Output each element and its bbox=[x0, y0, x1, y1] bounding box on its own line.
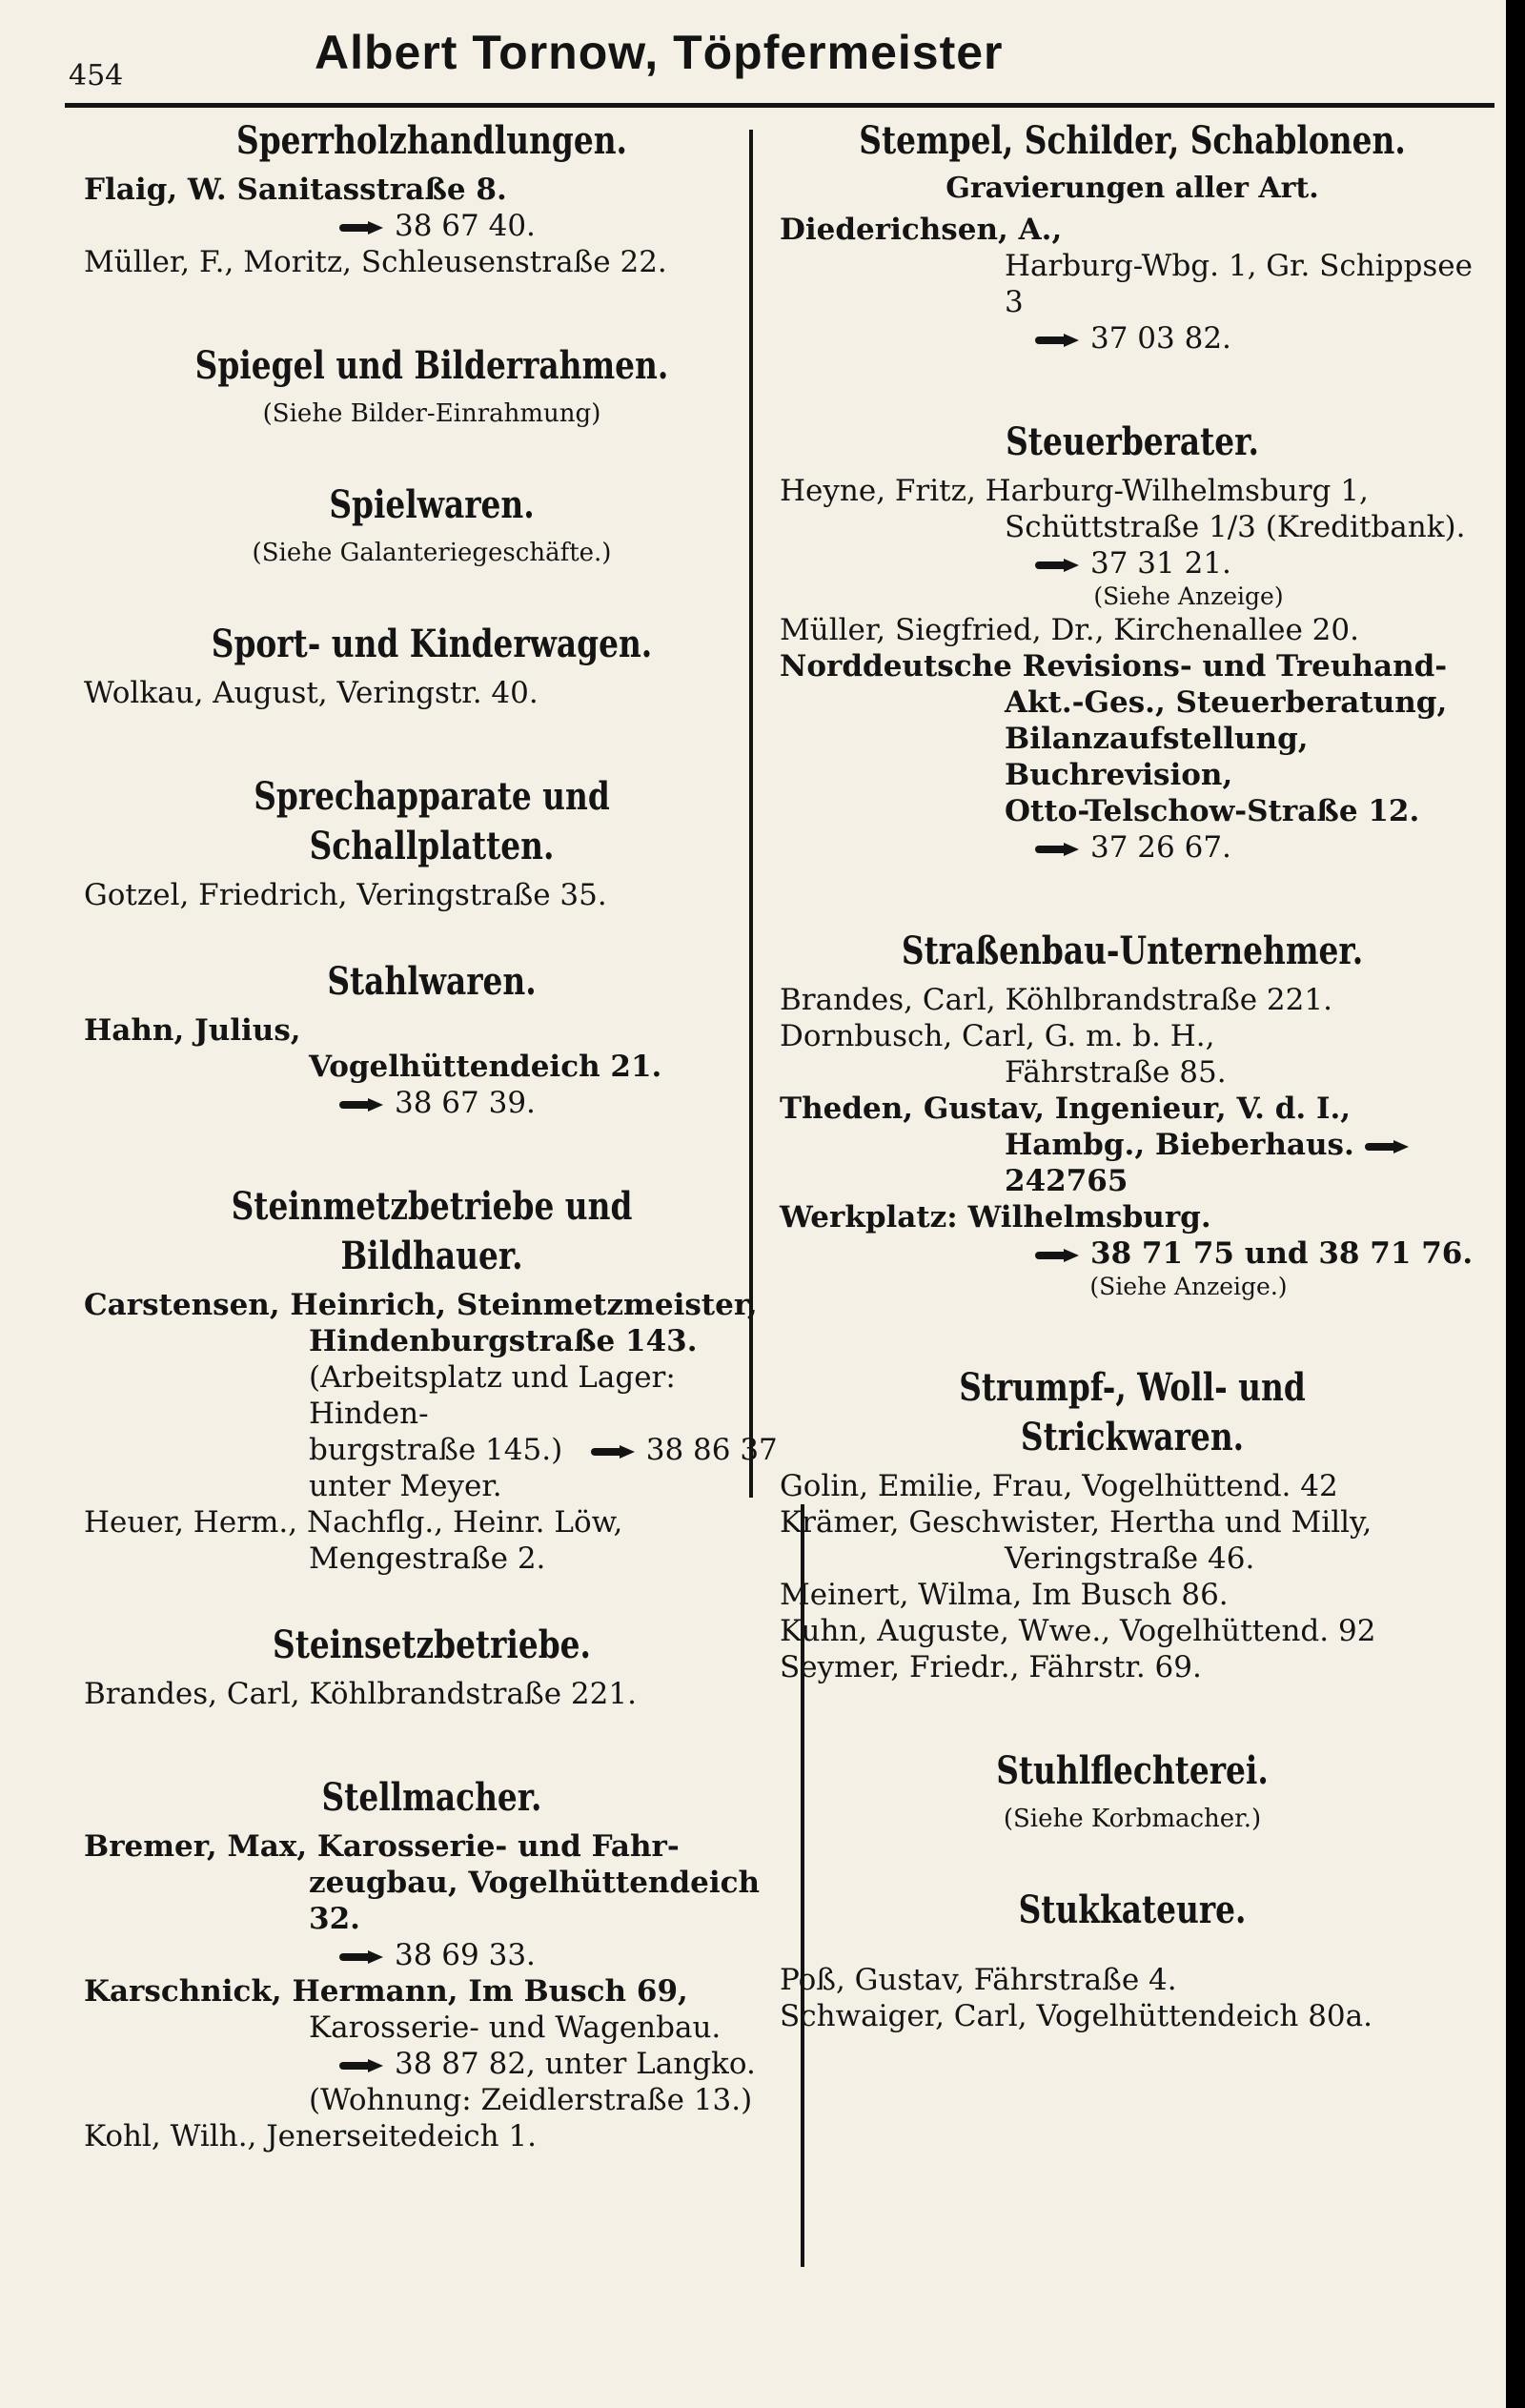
entry-kraemer: Krämer, Geschwister, Hertha und Milly, Veringstraße 46. bbox=[780, 1505, 1372, 1576]
entry-flaig: Flaig, W. Sanitasstraße 8. 38 67 40. bbox=[84, 173, 536, 243]
section-stahlwaren bbox=[84, 957, 780, 1121]
entry-hahn: Hahn, Julius, Vogelhüttendeich 21. 38 67 39. bbox=[84, 1013, 662, 1120]
telephone-icon bbox=[1035, 334, 1081, 347]
entry-golin: Golin, Emilie, Frau, Vogelhüttend. 42 bbox=[780, 1469, 1338, 1503]
telephone-icon bbox=[1365, 1140, 1411, 1153]
entry-brandes-strassenbau: Brandes, Carl, Köhlbrandstraße 221. bbox=[780, 983, 1332, 1017]
section-heading: Sport- und Kinderwagen. bbox=[211, 622, 653, 666]
see-also-note: (Siehe Galanteriegeschäfte.) bbox=[252, 539, 612, 567]
telephone-icon bbox=[339, 1098, 385, 1112]
entry-poss: Poß, Gustav, Fährstraße 4. bbox=[780, 1963, 1177, 1997]
section-heading: Steuerberater. bbox=[1006, 419, 1259, 464]
entry-gotzel: Gotzel, Friedrich, Veringstraße 35. bbox=[84, 878, 607, 912]
entry-meinert: Meinert, Wilma, Im Busch 86. bbox=[780, 1578, 1229, 1612]
see-also-note: (Siehe Korbmacher.) bbox=[1003, 1805, 1262, 1833]
section-spielwaren bbox=[84, 480, 780, 570]
section-heading: Sperrholzhandlungen. bbox=[236, 118, 627, 163]
entry-seymer: Seymer, Friedr., Fährstr. 69. bbox=[780, 1650, 1202, 1684]
telephone-icon bbox=[339, 1950, 385, 1964]
section-steuerberater bbox=[780, 418, 1485, 866]
section-heading: Stahlwaren. bbox=[327, 959, 537, 1004]
section-heading: Sprechapparate und Schallplatten. bbox=[254, 774, 610, 868]
section-stukkateure bbox=[780, 1886, 1485, 2034]
entry-carstensen: Carstensen, Heinrich, Steinmetzmeister, Hindenburgstraße 143. (Arbeitsplatz und Lager: Hinden- burgstraße 145.) 38 86 37 unter Meyer. bbox=[84, 1288, 778, 1503]
section-heading: Straßenbau-Unternehmer. bbox=[901, 929, 1364, 973]
entry-heyne: Heyne, Fritz, Harburg-Wilhelmsburg 1, Schüttstraße 1/3 (Kreditbank). 37 31 21. (Siehe Anzeige) bbox=[780, 474, 1466, 610]
telephone-icon bbox=[591, 1445, 637, 1459]
section-spiegel bbox=[84, 341, 780, 431]
entry-heuer: Heuer, Herm., Nachflg., Heinr. Löw, Mengestraße 2. bbox=[84, 1505, 623, 1576]
entry-diederichsen: Diederichsen, A., Harburg-Wbg. 1, Gr. Schippsee 3 37 03 82. bbox=[780, 213, 1473, 356]
telephone-icon bbox=[339, 221, 385, 235]
entry-wolkau: Wolkau, August, Veringstr. 40. bbox=[84, 676, 539, 710]
header-rule bbox=[65, 103, 1494, 108]
entry-brandes: Brandes, Carl, Köhlbrandstraße 221. bbox=[84, 1677, 637, 1711]
telephone-icon bbox=[1035, 1249, 1081, 1262]
section-sport bbox=[84, 620, 780, 711]
telephone-icon bbox=[1035, 843, 1081, 856]
section-heading: Stempel, Schilder, Schablonen. bbox=[859, 118, 1406, 163]
section-steinsetz bbox=[84, 1621, 780, 1712]
section-subheading: Gravierungen aller Art. bbox=[946, 172, 1319, 205]
section-heading: Stuhlflechterei. bbox=[996, 1748, 1269, 1793]
entry-mueller: Müller, F., Moritz, Schleusenstraße 22. bbox=[84, 245, 667, 279]
section-heading: Steinmetzbetriebe und Bildhauer. bbox=[231, 1184, 633, 1278]
entry-mueller-siegfried: Müller, Siegfried, Dr., Kirchenallee 20. bbox=[780, 613, 1359, 647]
entry-kuhn: Kuhn, Auguste, Wwe., Vogelhüttend. 92 bbox=[780, 1614, 1376, 1648]
page-number: 454 bbox=[69, 59, 124, 92]
section-strassenbau bbox=[780, 927, 1485, 1302]
entry-theden: Theden, Gustav, Ingenieur, V. d. I., Hambg., Bieberhaus. 242765 Werkplatz: Wilhelmsburg. 38 71 75 und 38 71 76. (Siehe Anzeige.) bbox=[780, 1092, 1474, 1300]
entry-bremer: Bremer, Max, Karosserie- und Fahr- zeugbau, Vogelhüttendeich 32. 38 69 33. bbox=[84, 1829, 761, 1972]
section-stuhlflechterei bbox=[780, 1746, 1485, 1836]
entry-kohl: Kohl, Wilh., Jenerseitedeich 1. bbox=[84, 2119, 537, 2153]
see-also-note: (Siehe Bilder-Einrahmung) bbox=[262, 399, 601, 428]
section-heading: Strumpf-, Woll- und Strickwaren. bbox=[959, 1365, 1306, 1459]
section-strumpf bbox=[780, 1363, 1485, 1685]
section-heading: Steinsetzbetriebe. bbox=[273, 1622, 591, 1667]
left-column bbox=[84, 116, 780, 2154]
right-column bbox=[780, 116, 1485, 2034]
entry-norddeutsche: Norddeutsche Revisions- und Treuhand- Akt.-Ges., Steuerberatung, Bilanzaufstellung, Buchrevision, Otto-Telschow-Straße 12. 37 26 67. bbox=[780, 649, 1448, 865]
telephone-icon bbox=[339, 2059, 385, 2072]
section-heading: Stellmacher. bbox=[321, 1775, 542, 1820]
section-sperrholz bbox=[84, 116, 780, 280]
section-sprechapparate bbox=[84, 772, 780, 913]
telephone-icon bbox=[1035, 559, 1081, 572]
section-heading: Spiegel und Bilderrahmen. bbox=[194, 343, 669, 388]
section-steinmetz bbox=[84, 1182, 780, 1577]
entry-dornbusch: Dornbusch, Carl, G. m. b. H., Fährstraße 85. bbox=[780, 1019, 1227, 1090]
section-stempel bbox=[780, 116, 1485, 357]
section-heading: Stukkateure. bbox=[1018, 1888, 1247, 1932]
section-heading: Spielwaren. bbox=[329, 482, 535, 527]
section-stellmacher bbox=[84, 1773, 780, 2154]
entry-karschnick: Karschnick, Hermann, Im Busch 69, Karosserie- und Wagenbau. 38 87 82, unter Langko. (Wohnung: Zeidlerstraße 13.) bbox=[84, 1974, 756, 2117]
entry-schwaiger: Schwaiger, Carl, Vogelhüttendeich 80a. bbox=[780, 1999, 1372, 2033]
running-title: Albert Tornow, Töpfermeister bbox=[315, 26, 1004, 79]
